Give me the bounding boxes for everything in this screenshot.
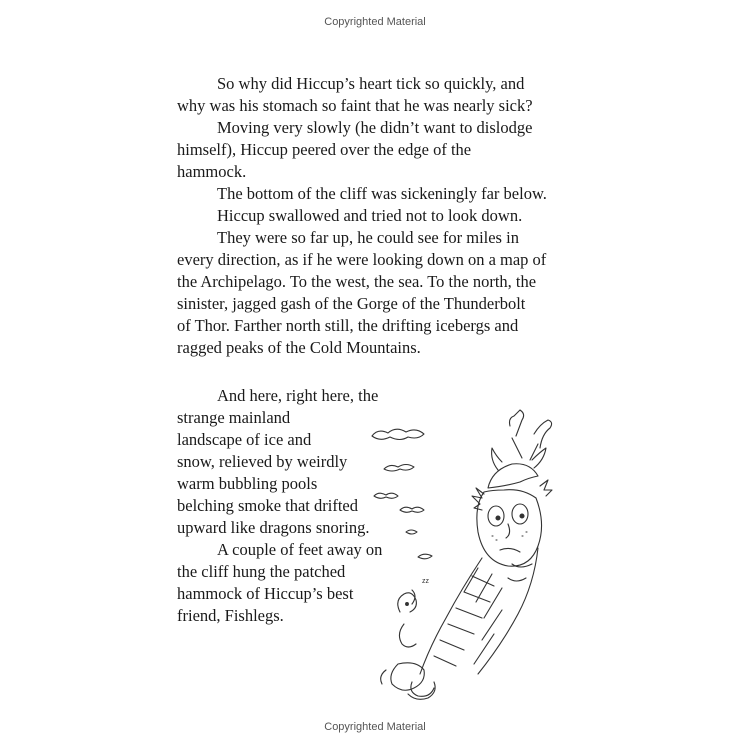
dragon-toothless [398,590,417,647]
text-line: hammock. [177,162,247,181]
text-line: himself), Hiccup peered over the edge of the [177,140,472,159]
eye [488,506,504,526]
text-line: hammock of Hiccup’s best [177,584,354,603]
smoke-wisp [384,465,414,472]
hammock-knot [391,663,424,690]
text-line: snow, relieved by weirdly [177,452,348,471]
watermark-bottom: Copyrighted Material [324,721,426,733]
snore-text: zz [422,578,429,585]
text-line: So why did Hiccup’s heart tick so quickly, and [217,74,525,93]
text-line: sinister, jagged gash of the Gorge of the Thunderbolt [177,294,526,313]
smoke-wisp [400,507,424,512]
text-line: strange mainland [177,408,291,427]
text-line: ragged peaks of the Cold Mountains. [177,338,421,357]
text-line: of Thor. Farther north still, the drifting icebergs and [177,316,519,335]
text-line: belching smoke that drifted [177,496,358,515]
text-line: A couple of feet away on [217,540,383,559]
text-line: They were so far up, he could see for miles in [217,228,519,247]
text-line: Moving very slowly (he didn’t want to dislodge [217,118,533,137]
text-line: warm bubbling pools [177,474,318,493]
text-line: the cliff hung the patched [177,562,346,581]
text-line: friend, Fishlegs. [177,606,284,625]
hammock-rope [512,438,538,460]
hammock-rope [534,420,552,448]
text-block-upper [177,73,547,359]
hammock-knot [381,670,434,696]
text-line: why was his stomach so faint that he was nearly sick? [177,96,533,115]
text-line: upward like dragons snoring. [177,518,370,537]
smoke-wisp [418,554,432,559]
text-line: the Archipelago. To the west, the sea. To the north, the [177,272,537,291]
eye [512,504,528,524]
text-line: every direction, as if he were looking down on a map of [177,250,547,269]
text-line: landscape of ice and [177,430,312,449]
hammock-weave [434,568,502,666]
helmet-horn [492,448,502,470]
smoke-wisp [372,429,424,439]
text-line: Hiccup swallowed and tried not to look down. [217,206,523,225]
hammock-rope [510,410,524,436]
mouth [500,548,520,552]
smoke-wisp [374,493,398,498]
watermark-top: Copyrighted Material [324,16,426,28]
hiccup-hammock-illustration [352,398,577,708]
text-line: And here, right here, the [217,386,379,405]
text-line: The bottom of the cliff was sickeningly far below. [217,184,547,203]
smoke-wisp [406,530,417,534]
nose [506,524,510,538]
